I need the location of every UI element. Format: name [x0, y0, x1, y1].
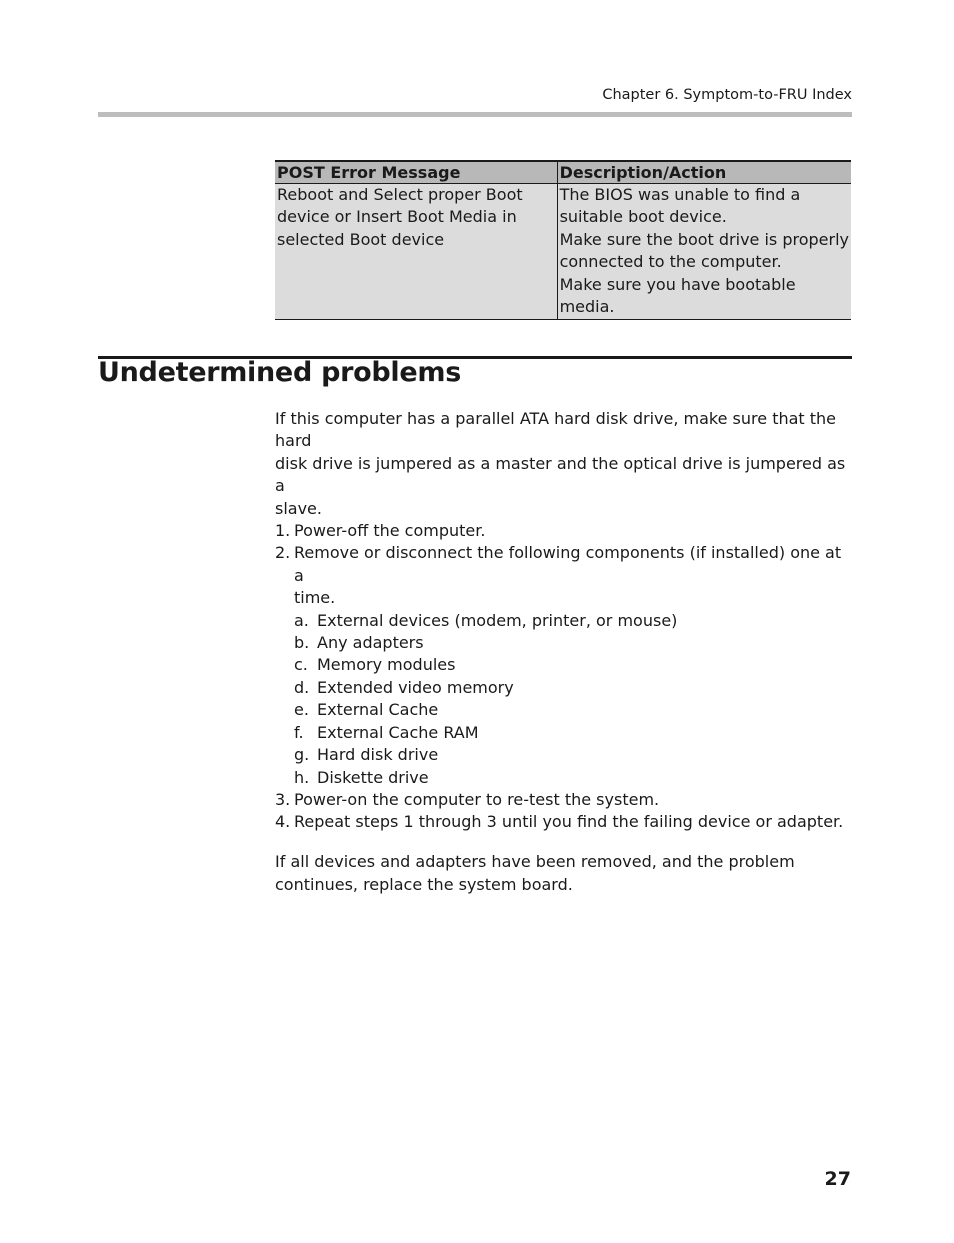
substep-item	[275, 767, 855, 789]
step-text: Power-off the computer.	[294, 521, 486, 541]
step-item	[275, 542, 855, 609]
substep-letter: b.	[294, 633, 310, 653]
substep-text: Hard disk drive	[317, 745, 439, 765]
cell-description-action	[557, 184, 851, 320]
text-line: disk drive is jumpered as a master and the optical drive is jumpered as a	[275, 453, 846, 496]
step-text: Power-on the computer to re-test the system.	[294, 789, 660, 809]
cell-line: The BIOS was unable to find a	[559, 185, 801, 204]
running-header: Chapter 6. Symptom-to-FRU Index	[602, 87, 852, 103]
substep-item	[275, 632, 855, 654]
substep-letter: a.	[294, 610, 309, 630]
substep-text: Extended video memory	[317, 677, 514, 697]
step-text: Remove or disconnect the following components (if installed) one at a	[294, 543, 842, 585]
section-title	[98, 352, 461, 392]
intro-paragraph	[275, 408, 855, 520]
section-title-text: Undetermined problems	[98, 357, 461, 388]
cell-line: suitable boot device.	[559, 207, 727, 227]
substep-item	[275, 722, 855, 744]
substep-letter: c.	[294, 655, 308, 675]
substep-text: Diskette drive	[317, 767, 429, 787]
cell-line: selected Boot device	[277, 229, 445, 249]
cell-line: Make sure the boot drive is properly	[559, 229, 849, 249]
table-row	[275, 184, 851, 320]
cell-line: Reboot and Select proper Boot	[277, 185, 523, 204]
section-body	[275, 408, 855, 896]
substep-letter: d.	[294, 677, 310, 697]
cell-line: Make sure you have bootable	[559, 274, 796, 294]
table-header-row	[275, 161, 851, 184]
substep-text: External devices (modem, printer, or mouse)	[317, 610, 678, 630]
substep-letter: f.	[294, 722, 304, 742]
step-text: time.	[294, 588, 336, 608]
substep-text: Memory modules	[317, 655, 456, 675]
column-header-post-error-message: POST Error Message	[275, 161, 557, 184]
step-number: 4.	[275, 812, 291, 832]
step-item	[275, 811, 855, 833]
page-number: 27	[824, 1168, 851, 1190]
header-rule	[98, 112, 852, 117]
text-line: If all devices and adapters have been removed, and the problem	[275, 852, 795, 872]
substep-item	[275, 699, 855, 721]
substep-item	[275, 654, 855, 676]
substep-letter: h.	[294, 767, 310, 787]
closing-paragraph	[275, 851, 855, 896]
substep-text: External Cache RAM	[317, 722, 479, 742]
column-header-description-action: Description/Action	[557, 161, 851, 184]
step-text: Repeat steps 1 through 3 until you find the failing device or adapter.	[294, 812, 844, 832]
step-item	[275, 520, 855, 542]
cell-line: connected to the computer.	[559, 252, 782, 272]
paragraph-gap	[275, 834, 855, 852]
cell-line: media.	[559, 297, 615, 317]
cell-post-error-message	[275, 184, 557, 320]
substep-item	[275, 744, 855, 766]
substep-letter: e.	[294, 700, 309, 720]
text-line: If this computer has a parallel ATA hard disk drive, make sure that the hard	[275, 409, 837, 451]
substep-text: Any adapters	[317, 633, 424, 653]
text-line: slave.	[275, 498, 322, 518]
substep-item	[275, 610, 855, 632]
step-item	[275, 789, 855, 811]
step-number: 1.	[275, 521, 291, 541]
text-line: continues, replace the system board.	[275, 874, 573, 894]
substep-text: External Cache	[317, 700, 439, 720]
substep-item	[275, 677, 855, 699]
post-error-table	[275, 160, 851, 320]
step-number: 2.	[275, 543, 291, 563]
step-number: 3.	[275, 789, 291, 809]
substep-letter: g.	[294, 745, 310, 765]
cell-line: device or Insert Boot Media in	[277, 207, 517, 227]
